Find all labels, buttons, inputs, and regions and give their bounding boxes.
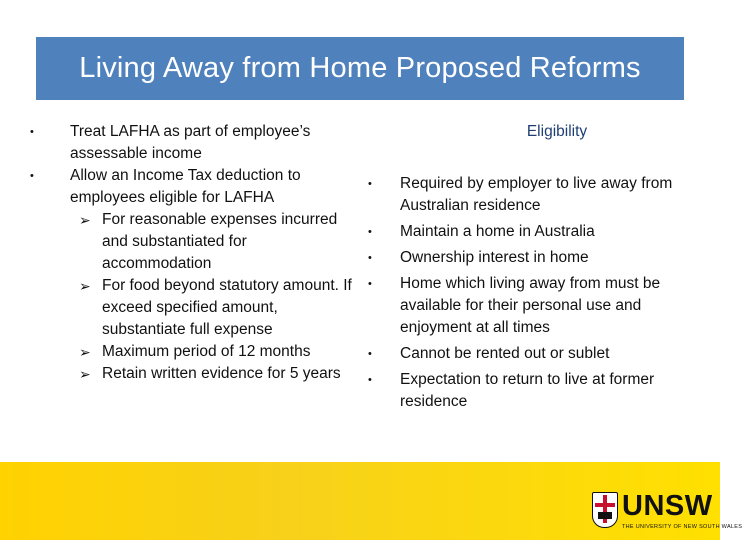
logo-tagline: THE UNIVERSITY OF NEW SOUTH WALES [622,524,742,530]
title-bar [36,37,684,100]
arrow-bullet-icon: ➢ [79,366,91,382]
left-sub-bullet-text: Retain written evidence for 5 years [102,365,341,382]
eligibility-list [368,173,698,413]
arrow-bullet-icon: ➢ [79,278,91,294]
bullet-dot-icon: • [368,252,372,264]
eligibility-item [368,273,698,339]
eligibility-item-text: Ownership interest in home [400,249,589,266]
eligibility-item [368,343,698,365]
left-bullet [28,121,358,165]
eligibility-heading: Eligibility [526,123,588,140]
left-sub-bullet [28,363,358,385]
arrow-bullet-icon: ➢ [79,344,91,360]
eligibility-item-text: Home which living away from must be available for their personal use and enjoyment at all times [400,275,661,336]
arrow-bullet-icon: ➢ [79,212,91,228]
bullet-dot-icon: • [368,178,372,190]
eligibility-item [368,173,698,217]
bullet-dot-icon: • [30,126,34,138]
unsw-logo [592,490,742,536]
eligibility-item-text: Required by employer to live away from Australian residence [400,175,673,214]
slide-title: Living Away from Home Proposed Reforms [79,52,641,84]
eligibility-item-text: Maintain a home in Australia [400,223,595,240]
left-sub-bullet-text: For reasonable expenses incurred and substantiated for accommodation [102,211,338,272]
crest-icon [592,492,618,528]
left-sub-bullet-text: For food beyond statutory amount. If exceed specified amount, substantiate full expense [102,277,352,338]
eligibility-item-text: Cannot be rented out or sublet [400,345,610,362]
bullet-dot-icon: • [368,278,372,290]
left-bullet [28,165,358,209]
bullet-dot-icon: • [368,374,372,386]
left-sub-bullet [28,275,358,341]
eligibility-item [368,369,698,413]
left-bullet-text: Treat LAFHA as part of employee’s assessable income [70,123,311,162]
bullet-dot-icon: • [368,226,372,238]
left-sub-bullet [28,209,358,275]
bullet-dot-icon: • [30,170,34,182]
eligibility-item-text: Expectation to return to live at former residence [400,371,655,410]
left-column [28,121,358,385]
logo-wordmark: UNSW [622,490,713,522]
left-sub-bullet-text: Maximum period of 12 months [102,343,311,360]
left-sub-bullet [28,341,358,363]
left-bullet-list [28,121,358,385]
eligibility-item [368,221,698,243]
bullet-dot-icon: • [368,348,372,360]
right-column [368,121,698,417]
eligibility-item [368,247,698,269]
left-bullet-text: Allow an Income Tax deduction to employees eligible for LAFHA [70,167,301,206]
